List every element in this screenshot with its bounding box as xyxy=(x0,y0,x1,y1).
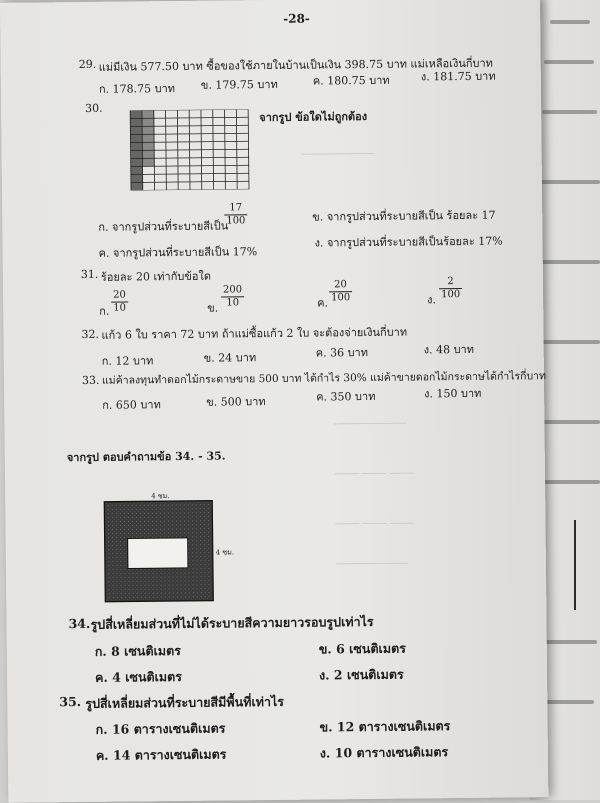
q33-option-b: ข. 500 บาท xyxy=(206,395,266,409)
fraction-denominator: 100 xyxy=(226,215,246,227)
fraction-denominator: 100 xyxy=(331,292,351,304)
q35-option-b: ข. 12 ตารางเซนติเมตร xyxy=(319,718,451,735)
bleed-through: ──── ──── ──── xyxy=(334,468,414,481)
fraction-numerator: 2 xyxy=(447,276,454,288)
q31-option-a-fraction xyxy=(111,290,128,315)
bleed-through: ──────────── xyxy=(335,558,409,571)
fraction-denominator: 100 xyxy=(441,289,461,301)
q33-text: แม่ค้าลงทุนทำดอกไม้กระดาษขาย 500 บาท ได้กำไร 30% แม่ค้าขายดอกไม้กระดาษได้กำไรกี่บาท xyxy=(101,370,547,387)
q34-number: 34. xyxy=(68,615,91,632)
q31-option-b-fraction xyxy=(221,284,244,309)
q29-number: 29. xyxy=(78,57,97,72)
bleed-through: ──────────── xyxy=(301,148,374,161)
q30-number: 30. xyxy=(85,101,103,115)
section-heading: จากรูป ตอบคำถามข้อ 34. - 35. xyxy=(66,449,226,465)
grid-figure xyxy=(125,109,250,190)
q30-option-b: ข. จากรูปส่วนที่ระบายสีเป็น ร้อยละ 17 xyxy=(312,208,496,224)
bleed-line xyxy=(540,340,600,344)
bleed-line xyxy=(550,20,590,24)
q29-text: แม่มีเงิน 577.50 บาท ซื้อของใช้ภายในบ้านเป็นเงิน 398.75 บาท แม่เหลือเงินกี่บาท xyxy=(98,56,493,74)
q35-text: รูปสี่เหลี่ยมส่วนที่ระบายสีมีพื้นที่เท่าไร xyxy=(85,693,285,711)
bleed-line xyxy=(540,260,600,264)
q31-option-a-label: ก. xyxy=(99,304,110,318)
q30-text: จากรูป ข้อใดไม่ถูกต้อง xyxy=(259,109,368,125)
fraction-numerator: 200 xyxy=(222,284,243,296)
q32-option-b: ข. 24 บาท xyxy=(203,351,257,365)
q32-option-c: ค. 36 บาท xyxy=(315,345,369,360)
q33-option-c: ค. 350 บาท xyxy=(316,389,376,404)
q35-option-d: ง. 10 ตารางเซนติเมตร xyxy=(319,744,449,761)
fraction-numerator: 17 xyxy=(229,202,243,214)
q35-option-a: ก. 16 ตารางเซนติเมตร xyxy=(95,720,226,737)
q33-option-d: ง. 150 บาท xyxy=(424,386,482,401)
bleed-line xyxy=(540,420,600,424)
fraction-denominator: 10 xyxy=(226,297,240,309)
bleed-line xyxy=(542,640,597,644)
q32-option-d: ง. 48 บาท xyxy=(423,342,475,357)
q31-option-c-label: ค. xyxy=(317,296,329,310)
q33-option-a: ก. 650 บาท xyxy=(102,398,161,412)
q31-option-b-label: ข. xyxy=(207,301,219,315)
q29-option-a: ก. 178.75 บาท xyxy=(98,82,176,96)
q31-option-d-fraction xyxy=(439,276,462,301)
bleed-figure xyxy=(574,520,576,610)
bleed-through: ──── ──── ──── xyxy=(335,518,415,531)
q35-number: 35. xyxy=(59,694,82,710)
q34-text: รูปสี่เหลี่ยมส่วนที่ไม่ได้ระบายสีความยาวรอบรูปเท่าไร xyxy=(90,613,374,632)
q31-option-c-fraction xyxy=(329,279,352,304)
q34-option-c: ค. 4 เซนติเมตร xyxy=(95,668,183,685)
q35-option-c: ค. 14 ตารางเซนติเมตร xyxy=(95,746,227,763)
inner-rectangle xyxy=(128,538,188,569)
square-figure xyxy=(103,500,214,603)
bleed-line xyxy=(540,180,600,184)
q32-text: แก้ว 6 ใบ ราคา 72 บาท ถ้าแม่ซื้อแก้ว 2 ใบ จะต้องจ่ายเงินกี่บาท xyxy=(101,325,408,342)
q32-option-a: ก. 12 บาท xyxy=(101,354,154,368)
bleed-line xyxy=(540,480,600,484)
page-number: -28- xyxy=(283,11,310,26)
q34-option-b: ข. 6 เซนติเมตร xyxy=(318,640,406,657)
bleed-line xyxy=(544,700,594,704)
q31-option-d-label: ง. xyxy=(427,293,437,307)
q31-text: ร้อยละ 20 เท่ากับข้อใด xyxy=(100,269,212,284)
q31-number: 31. xyxy=(80,267,99,281)
bleed-line xyxy=(542,110,597,114)
q29-option-d: ง. 181.75 บาท xyxy=(420,69,496,84)
q33-number: 33. xyxy=(81,373,100,387)
q30-option-d: ง. จากรูปส่วนที่ระบายสีเป็นร้อยละ 17% xyxy=(314,234,503,250)
q30-option-a-fraction xyxy=(224,202,247,227)
q29-option-c: ค. 180.75 บาท xyxy=(312,73,390,88)
q30-option-a-prefix: ก. จากรูปส่วนที่ระบายสีเป็น xyxy=(98,219,229,234)
bleed-through: ──────────── xyxy=(334,418,407,431)
q32-number: 32. xyxy=(81,327,100,341)
q34-option-a: ก. 8 เซนติเมตร xyxy=(94,642,181,659)
fraction-denominator: 10 xyxy=(113,302,127,314)
figure-side-label: 4 ซม. xyxy=(215,548,235,557)
fraction-numerator: 20 xyxy=(334,279,347,291)
figure-top-label: 4 ซม. xyxy=(151,492,170,501)
fraction-numerator: 20 xyxy=(113,289,126,301)
bleed-line xyxy=(544,60,594,64)
q34-option-d: ง. 2 เซนติเมตร xyxy=(318,666,404,683)
q30-option-c: ค. จากรูปส่วนที่ระบายสีเป็น 17% xyxy=(98,245,258,260)
q29-option-b: ข. 179.75 บาท xyxy=(200,77,278,92)
